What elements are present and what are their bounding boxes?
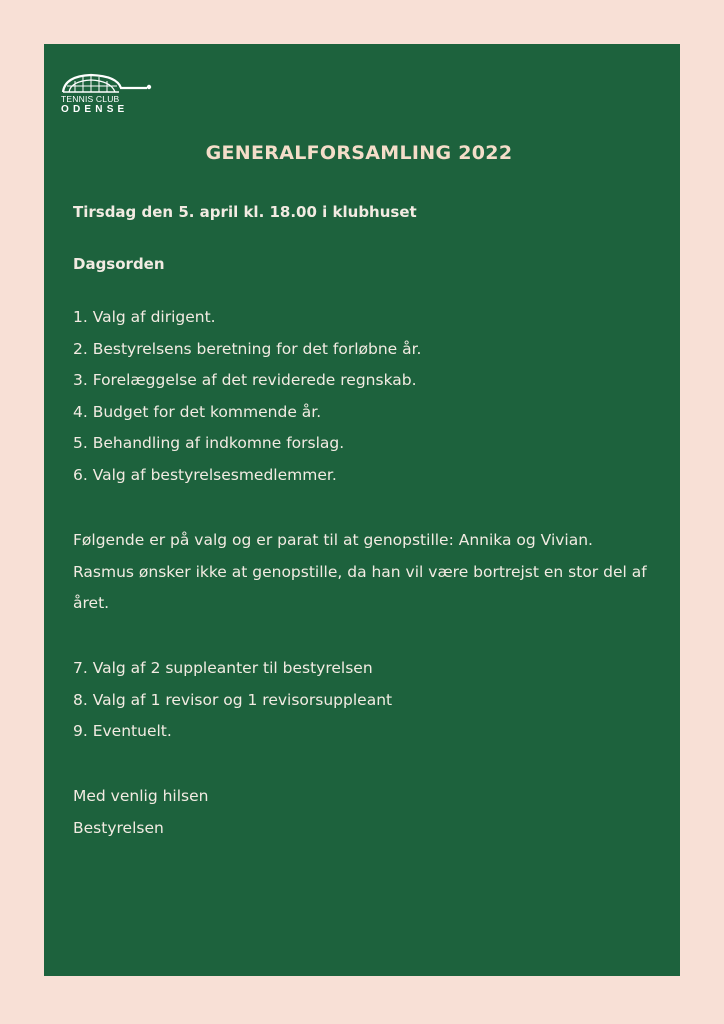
page-title: GENERALFORSAMLING 2022 [205,142,513,164]
agenda-heading: Dagsorden [73,255,165,273]
agenda-item: 6. Valg af bestyrelsesmedlemmer. [73,465,337,484]
agenda-item: 4. Budget for det kommende år. [73,402,322,421]
logo-text-tennis-club: TENNIS CLUB [61,94,120,104]
closing [73,781,208,844]
club-logo [61,72,153,118]
agenda-list-part2 [73,653,392,748]
agenda-item: 5. Behandling af indkomne forslag. [73,434,345,452]
closing-greeting: Med venlig hilsen [73,787,209,805]
notice-card [44,44,680,976]
agenda-item: 7. Valg af 2 suppleanter til bestyrelsen [73,659,373,677]
agenda-item: 1. Valg af dirigent. [73,308,216,326]
agenda-item: 8. Valg af 1 revisor og 1 revisorsuppleant [73,690,393,709]
closing-signature: Bestyrelsen [73,818,164,837]
agenda-item: 9. Eventuelt. [73,722,172,740]
election-note: Følgende er på valg og er parat til at genopstille: Annika og Vivian. Rasmus ønsker ikke at genopstille, da han vil være bortrejst en stor del af året. [73,531,647,612]
tennis-court-icon [61,72,153,96]
agenda-item: 3. Forelæggelse af det reviderede regnskab. [73,371,417,389]
meeting-info: Tirsdag den 5. april kl. 18.00 i klubhuset [73,203,417,221]
logo-text-odense: ODENSE [61,104,129,115]
agenda-list-part1 [73,302,422,491]
agenda-item: 2. Bestyrelsens beretning for det forløbne år. [73,339,422,358]
